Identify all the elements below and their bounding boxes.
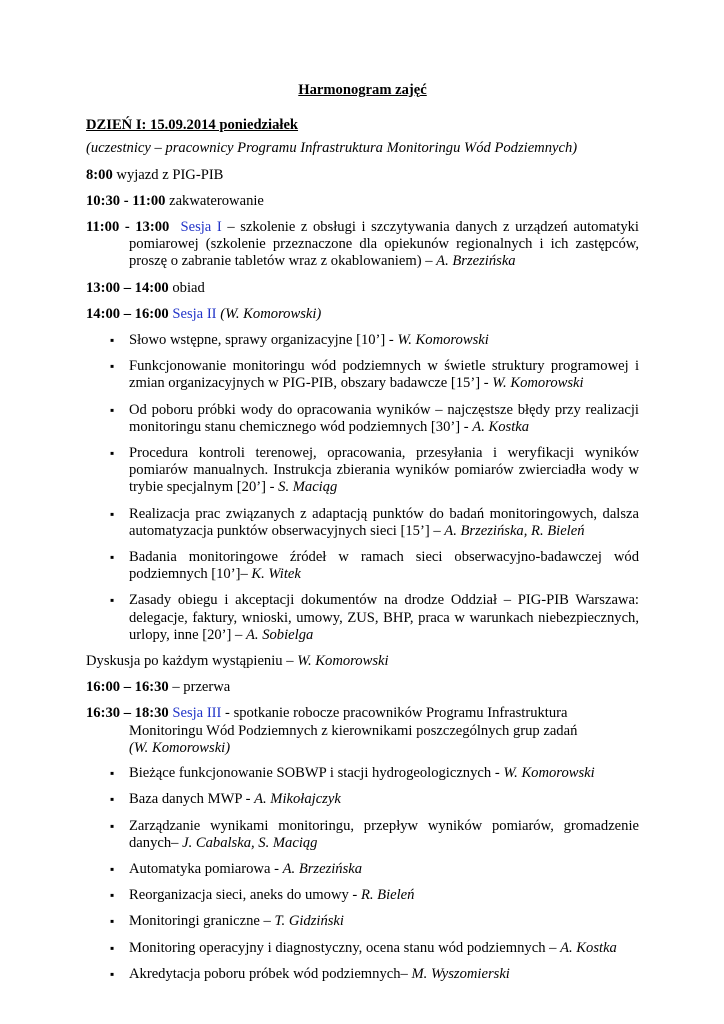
activity: zakwaterowanie: [165, 192, 264, 209]
topic: Funkcjonowanie monitoringu wód podziemnych w świetle struktury programowej i zmian organizacyjnych w PIG-PIB, obszary badawcze [15’] -: [129, 358, 639, 392]
topic: Reorganizacja sieci, aneks do umowy -: [129, 887, 361, 904]
topic: Bieżące funkcjonowanie SOBWP i stacji hydrogeologicznych -: [129, 765, 504, 782]
topic: Słowo wstępne, sprawy organizacyjne [10’] -: [129, 332, 398, 349]
speaker: W. Komorowski: [397, 332, 489, 349]
list-item: [129, 549, 639, 583]
speaker: W. Komorowski: [297, 653, 389, 670]
speaker: W. Komorowski: [492, 375, 584, 392]
list-item: [129, 765, 639, 782]
topic: Automatyka pomiarowa -: [129, 860, 283, 877]
topic: Od poboru próbki wody do opracowania wyników – najczęstsze błędy przy realizacji monitoringu stanu chemicznego wód podziemnych [30’] -: [129, 401, 639, 435]
speaker: A. Brzezińska: [282, 860, 363, 877]
activity: - spotkanie robocze pracowników Programu Infrastruktura Monitoringu Wód Podziemnych z kierownikami poszczególnych grup zadań: [129, 705, 578, 739]
time: 14:00 – 16:00: [86, 305, 169, 322]
list-item: [129, 445, 639, 497]
list-item: [129, 332, 639, 349]
time: 13:00 – 14:00: [86, 279, 169, 296]
session-2-topics: [86, 332, 639, 644]
time: 11:00 - 13:00: [86, 219, 170, 236]
page-title: Harmonogram zajęć: [298, 82, 427, 98]
speaker: A. Kostka: [472, 418, 530, 435]
participants-note: (uczestnicy – pracownicy Programu Infrastruktura Monitoringu Wód Podziemnych): [86, 140, 578, 157]
speaker: A. Brzezińska, R. Bieleń: [444, 522, 585, 539]
list-item: [129, 402, 639, 436]
list-item: [129, 818, 639, 852]
day-heading: DZIEŃ I: 15.09.2014 poniedziałek: [86, 117, 299, 134]
speaker: W. Komorowski: [503, 765, 595, 782]
agenda-break: [86, 679, 639, 696]
speaker: M. Wyszomierski: [411, 965, 510, 982]
list-item: [129, 506, 639, 540]
speaker: A. Sobielga: [246, 626, 314, 643]
document-page: [86, 82, 639, 992]
list-item: [129, 791, 639, 808]
time: 16:30 – 18:30: [86, 705, 169, 722]
speaker: R. Bieleń: [360, 887, 415, 904]
topic: Monitoring operacyjny i diagnostyczny, ocena stanu wód podziemnych –: [129, 939, 561, 956]
time: 8:00: [86, 166, 113, 183]
activity: – szkolenie z obsługi i szczytywania danych z urządzeń automatyki pomiarowej (szkolenie przeznaczone dla opiekunów regionalnych i ich zastępców, proszę o zabranie tabletów wraz z okablowaniem) –: [129, 219, 639, 270]
agenda-session-1: [86, 219, 639, 271]
agenda-session-2: [86, 306, 639, 323]
topic: Akredytacja poboru próbek wód podziemnych–: [129, 965, 412, 982]
speaker: S. Maciąg: [278, 479, 338, 496]
agenda-session-3: [86, 705, 639, 757]
topic: Badania monitoringowe źródeł w ramach sieci obserwacyjno-badawczej wód podziemnych [10’]–: [129, 549, 639, 583]
topic: Baza danych MWP -: [129, 791, 255, 808]
activity: – przerwa: [168, 679, 231, 696]
topic: Procedura kontroli terenowej, opracowania, przesyłania i weryfikacji wyników pomiarów manualnych. Instrukcja zbierania wyników pomiarów zwierciadła wody w trybie specjalnym [20’] -: [129, 445, 639, 496]
speaker: A. Kostka: [560, 939, 617, 956]
activity: wyjazd z PIG-PIB: [112, 166, 224, 183]
speaker: A. Mikołajczyk: [254, 791, 341, 808]
list-item: [129, 966, 639, 983]
topic: Realizacja prac związanych z adaptacją punktów do badań monitoringowych, dalsza automatyzacja punktów obserwacyjnych sieci [15’] –: [129, 505, 639, 539]
list-item: [129, 861, 639, 878]
speaker: T. Gidziński: [274, 913, 344, 930]
session-label: Sesja III: [172, 705, 222, 722]
speaker: K. Witek: [251, 566, 301, 583]
list-item: [129, 887, 639, 904]
session-chair: (W. Komorowski): [129, 739, 231, 756]
session-label: Sesja II: [172, 305, 217, 322]
list-item: [129, 358, 639, 392]
agenda-departure: [86, 167, 639, 184]
speaker: A. Brzezińska: [436, 253, 516, 270]
agenda-checkin: [86, 193, 639, 210]
list-item: [129, 913, 639, 930]
session-chair: (W. Komorowski): [220, 305, 322, 322]
topic: Zasady obiegu i akceptacji dokumentów na drodze Oddział – PIG-PIB Warszawa: delegacje, faktury, wnioski, umowy, ZUS, BHP, praca w warunkach niebezpiecznych, urlopy, inne [20’] –: [129, 592, 639, 643]
list-item: [129, 592, 639, 644]
session-3-topics: [86, 765, 639, 983]
time: 10:30 - 11:00: [86, 192, 166, 209]
list-item: [129, 940, 639, 957]
time: 16:00 – 16:30: [86, 679, 169, 696]
agenda-discussion: [86, 653, 639, 670]
speaker: J. Cabalska, S. Maciąg: [182, 834, 318, 851]
topic: Monitoringi graniczne –: [129, 913, 275, 930]
topic: Zarządzanie wynikami monitoringu, przepływ wyników pomiarów, gromadzenie danych–: [129, 817, 639, 851]
activity: obiad: [168, 279, 205, 296]
session-label: Sesja I: [180, 219, 222, 236]
agenda-lunch: [86, 280, 639, 297]
activity: Dyskusja po każdym wystąpieniu –: [86, 653, 298, 670]
